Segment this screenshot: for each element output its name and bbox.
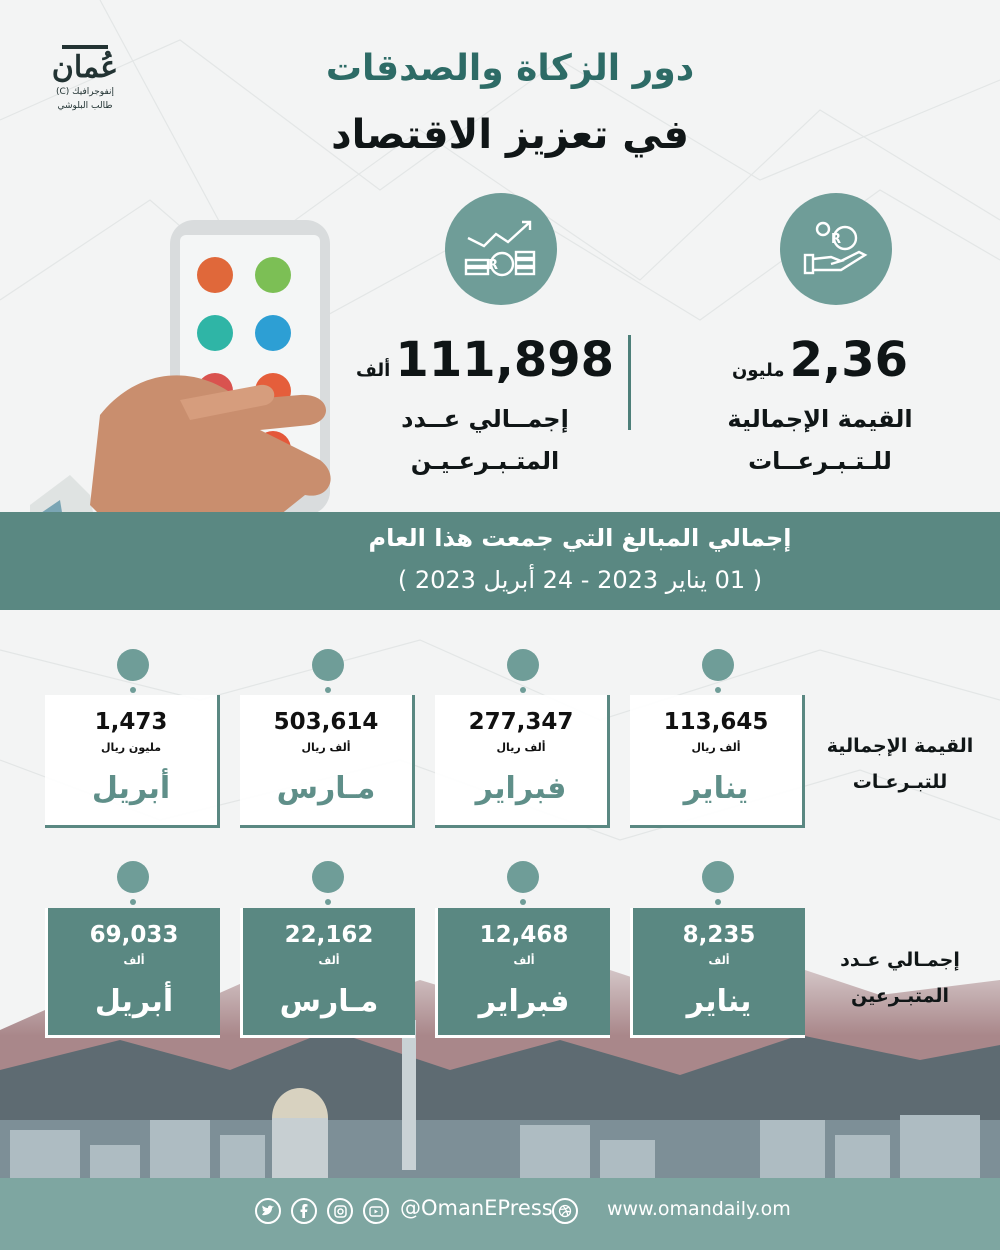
total-value-stat	[700, 332, 940, 482]
pin-marker	[116, 860, 150, 906]
card-unit: ألف ريال	[496, 741, 546, 754]
card-month: أبريل	[94, 984, 174, 1019]
pin-marker	[311, 648, 345, 694]
card-month: فبراير	[478, 984, 570, 1019]
donor-card-april	[45, 908, 220, 1038]
value-card-april	[45, 695, 220, 828]
page-subtitle: في تعزيز الاقتصاد	[331, 112, 689, 158]
total-donors-label: إجمــالي عــدد المتـبـرعـيـن	[401, 405, 569, 475]
row-label-values: القيمة الإجمالية للتبـرعـات	[826, 735, 974, 793]
card-unit: مليون ريال	[100, 741, 162, 754]
card-month: يناير	[683, 771, 749, 806]
pin-marker	[311, 860, 345, 906]
pin-marker	[701, 648, 735, 694]
donor-card-february	[435, 908, 610, 1038]
donor-card-march	[240, 908, 415, 1038]
value-card-february	[435, 695, 610, 828]
card-value: 12,468	[479, 922, 569, 948]
total-donors-unit: ألف	[355, 360, 391, 381]
card-month: يناير	[686, 984, 752, 1019]
youtube-icon[interactable]	[363, 1198, 389, 1224]
pin-marker	[506, 860, 540, 906]
twitter-icon[interactable]	[255, 1198, 281, 1224]
hand-coin-icon	[780, 193, 892, 305]
logo-author: طالب البلوشي	[57, 101, 113, 111]
logo-caption: إنفوجرافيك (C)	[55, 87, 115, 97]
svg-text:R: R	[830, 232, 841, 247]
social-handle[interactable]: @OmanEPress	[400, 1196, 553, 1220]
website-link[interactable]: www.omandaily.om	[607, 1198, 791, 1220]
facebook-icon[interactable]	[291, 1198, 317, 1224]
card-unit: ألف	[318, 954, 340, 967]
banner-title: إجمالي المبالغ التي جمعت هذا العام	[368, 524, 792, 552]
total-value-number: 2,36	[789, 332, 909, 388]
banner-date-range: ( 01 يناير 2023 - 24 أبريل 2023 )	[397, 566, 763, 594]
svg-text:R: R	[487, 258, 498, 273]
pin-marker	[116, 648, 150, 694]
card-month: أبريل	[91, 771, 171, 806]
total-donors-stat	[350, 332, 620, 482]
row-label-donors: إجمـالي عـدد المتبـرعين	[840, 949, 960, 1007]
card-month: مـارس	[279, 984, 379, 1019]
value-card-january	[630, 695, 805, 828]
card-unit: ألف	[513, 954, 535, 967]
total-value-label: القيمة الإجمالية للـتـبـرعــات	[727, 405, 913, 475]
card-unit: ألف ريال	[301, 741, 351, 754]
dribbble-icon[interactable]	[552, 1198, 578, 1224]
card-value: 1,473	[94, 709, 168, 735]
stats-divider	[628, 335, 631, 430]
value-card-march	[240, 695, 415, 828]
oman-logo	[40, 45, 130, 113]
donor-card-january	[630, 908, 805, 1038]
card-unit: ألف ريال	[691, 741, 741, 754]
card-month: مـارس	[276, 771, 376, 806]
card-value: 69,033	[89, 922, 179, 948]
card-value: 277,347	[468, 709, 574, 735]
card-value: 22,162	[284, 922, 374, 948]
card-month: فبراير	[475, 771, 567, 806]
card-unit: ألف	[123, 954, 145, 967]
card-value: 8,235	[682, 922, 756, 948]
card-value: 113,645	[663, 709, 769, 735]
instagram-icon[interactable]	[327, 1198, 353, 1224]
pin-marker	[701, 860, 735, 906]
total-donors-number: 111,898	[395, 332, 615, 388]
total-value-unit: مليون	[731, 360, 785, 381]
logo-mark: عُمان	[40, 45, 130, 85]
card-unit: ألف	[708, 954, 730, 967]
page-title: دور الزكاة والصدقات	[325, 48, 695, 89]
pin-marker	[506, 648, 540, 694]
growth-chart-icon	[445, 193, 557, 305]
card-value: 503,614	[273, 709, 379, 735]
